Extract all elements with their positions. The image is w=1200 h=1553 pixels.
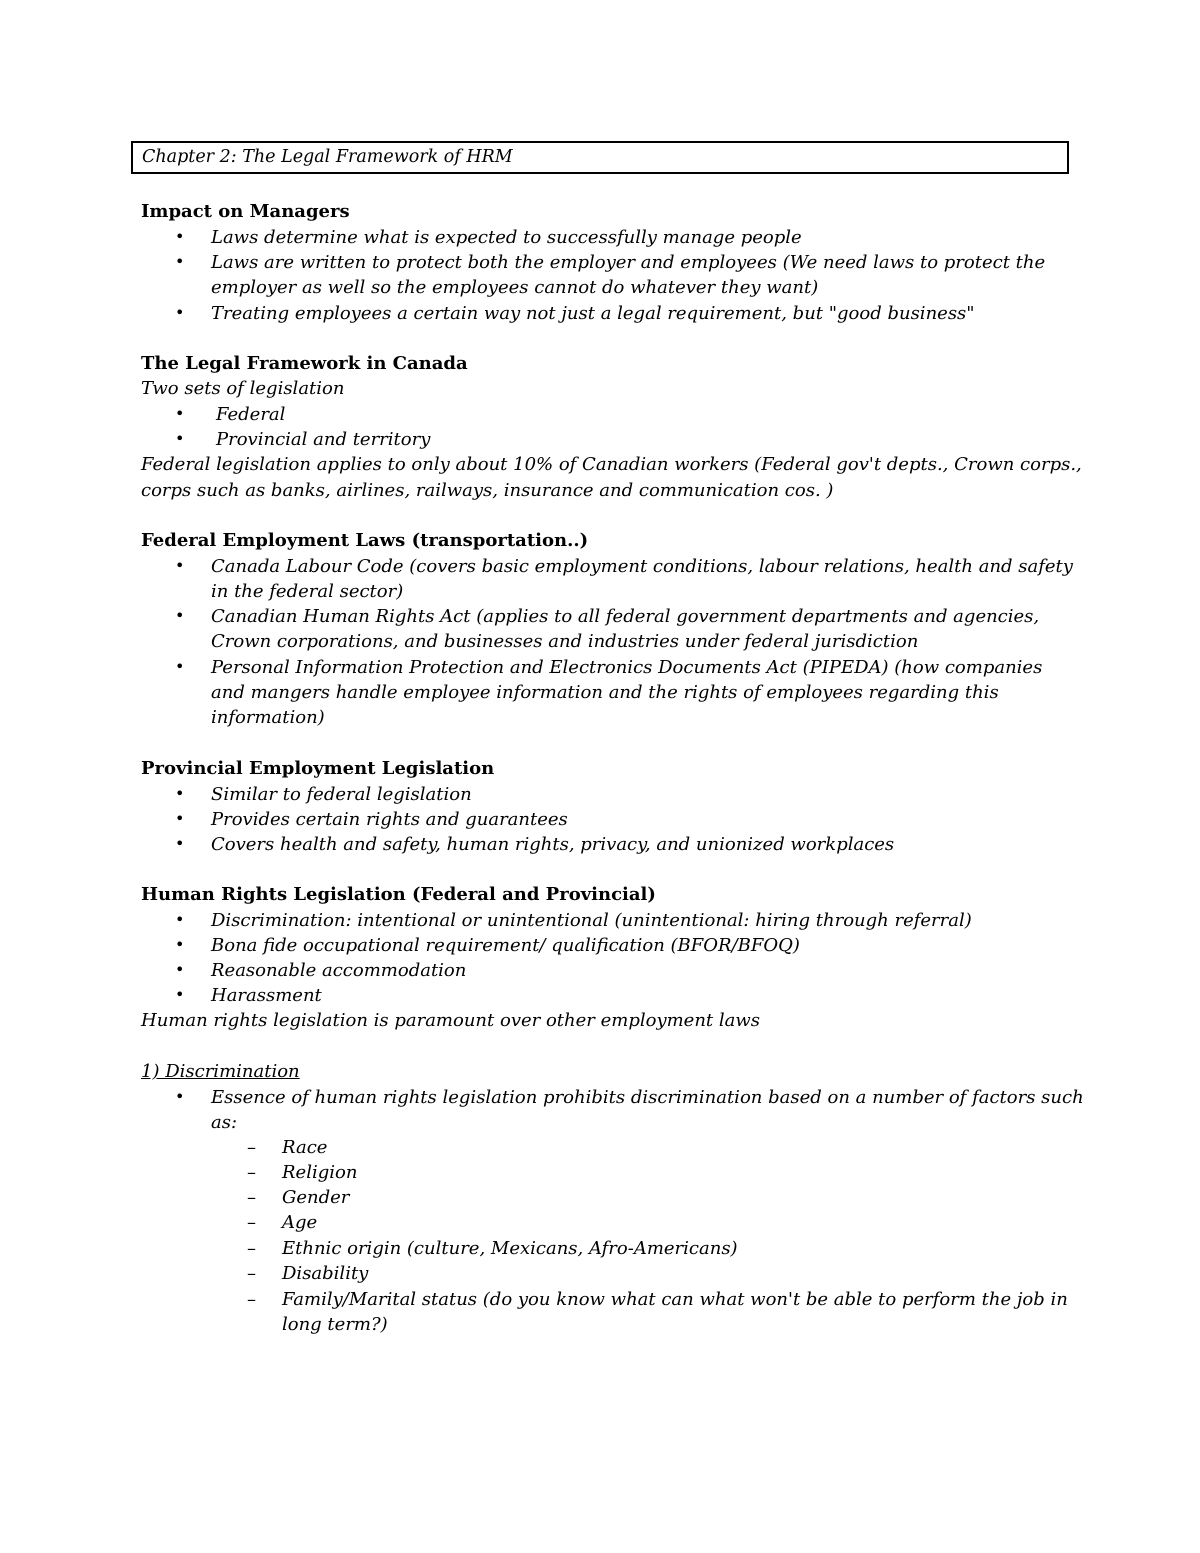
discrimination-bullet-line-2: as: [211,1112,238,1133]
impact-bullet-2-line-2: employer as well so the employees cannot do whatever they want) [211,277,819,298]
legal-bullet-2: Provincial and territory [216,429,431,450]
bullet-marker: • [175,834,185,853]
heading-federal-laws: Federal Employment Laws (transportation..) [141,530,589,551]
factor-family-status-line-1: Family/Marital status (do you know what can what won't be able to perform the job in [282,1289,1068,1310]
bullet-marker: • [175,910,185,929]
discrimination-bullet-line-1: Essence of human rights legislation prohibits discrimination based on a number of factors such [211,1087,1084,1108]
dash-marker: – [247,1289,256,1310]
legal-paragraph-line-2: corps such as banks, airlines, railways, insurance and communication cos. ) [141,480,834,501]
human-bullet-1: Discrimination: intentional or unintentional (unintentional: hiring through referral) [211,910,972,931]
factor-race: Race [282,1137,328,1158]
chapter-title: Chapter 2: The Legal Framework of HRM [142,147,513,167]
factor-disability: Disability [282,1263,369,1284]
dash-marker: – [247,1212,256,1233]
bullet-marker: • [175,404,185,423]
factor-ethnic-origin: Ethnic origin (culture, Mexicans, Afro-Americans) [282,1238,738,1259]
human-bullet-4: Harassment [211,985,322,1006]
bullet-marker: • [175,556,185,575]
legal-bullet-1: Federal [216,404,286,425]
provincial-bullet-1: Similar to federal legislation [211,784,472,805]
human-paragraph: Human rights legislation is paramount over other employment laws [141,1010,761,1031]
legal-paragraph-line-1: Federal legislation applies to only about 10% of Canadian workers (Federal gov't depts., Crown corps., [141,454,1082,475]
bullet-marker: • [175,657,185,676]
provincial-bullet-2: Provides certain rights and guarantees [211,809,568,830]
heading-legal-framework: The Legal Framework in Canada [141,353,468,374]
federal-bullet-1-line-2: in the federal sector) [211,581,404,602]
dash-marker: – [247,1137,256,1158]
federal-bullet-3-line-1: Personal Information Protection and Electronics Documents Act (PIPEDA) (how companies [211,657,1043,678]
factor-religion: Religion [282,1162,358,1183]
dash-marker: – [247,1238,256,1259]
legal-subheading: Two sets of legislation [141,378,345,399]
bullet-marker: • [175,303,185,322]
bullet-marker: • [175,809,185,828]
dash-marker: – [247,1263,256,1284]
heading-provincial: Provincial Employment Legislation [141,758,495,779]
human-bullet-2: Bona fide occupational requirement/ qualification (BFOR/BFOQ) [211,935,800,956]
factor-gender: Gender [282,1187,350,1208]
heading-human-rights: Human Rights Legislation (Federal and Provincial) [141,884,656,905]
bullet-marker: • [175,606,185,625]
chapter-title-box [131,141,1069,174]
bullet-marker: • [175,1087,185,1106]
bullet-marker: • [175,252,185,271]
bullet-marker: • [175,960,185,979]
heading-impact: Impact on Managers [141,201,350,222]
federal-bullet-1-line-1: Canada Labour Code (covers basic employment conditions, labour relations, health and safety [211,556,1073,577]
dash-marker: – [247,1187,256,1208]
federal-bullet-3-line-3: information) [211,707,325,728]
federal-bullet-3-line-2: and mangers handle employee information and the rights of employees regarding this [211,682,999,703]
bullet-marker: • [175,429,185,448]
factor-age: Age [282,1212,318,1233]
dash-marker: – [247,1162,256,1183]
heading-discrimination: 1) Discrimination [141,1061,300,1082]
bullet-marker: • [175,935,185,954]
bullet-marker: • [175,227,185,246]
impact-bullet-3: Treating employees a certain way not just a legal requirement, but "good business" [211,303,975,324]
impact-bullet-1: Laws determine what is expected to successfully manage people [211,227,802,248]
factor-family-status-line-2: long term?) [282,1314,388,1335]
federal-bullet-2-line-1: Canadian Human Rights Act (applies to all federal government departments and agencies, [211,606,1040,627]
human-bullet-3: Reasonable accommodation [211,960,467,981]
bullet-marker: • [175,784,185,803]
impact-bullet-2-line-1: Laws are written to protect both the employer and employees (We need laws to protect the [211,252,1046,273]
bullet-marker: • [175,985,185,1004]
federal-bullet-2-line-2: Crown corporations, and businesses and industries under federal jurisdiction [211,631,919,652]
provincial-bullet-3: Covers health and safety, human rights, privacy, and unionized workplaces [211,834,895,855]
